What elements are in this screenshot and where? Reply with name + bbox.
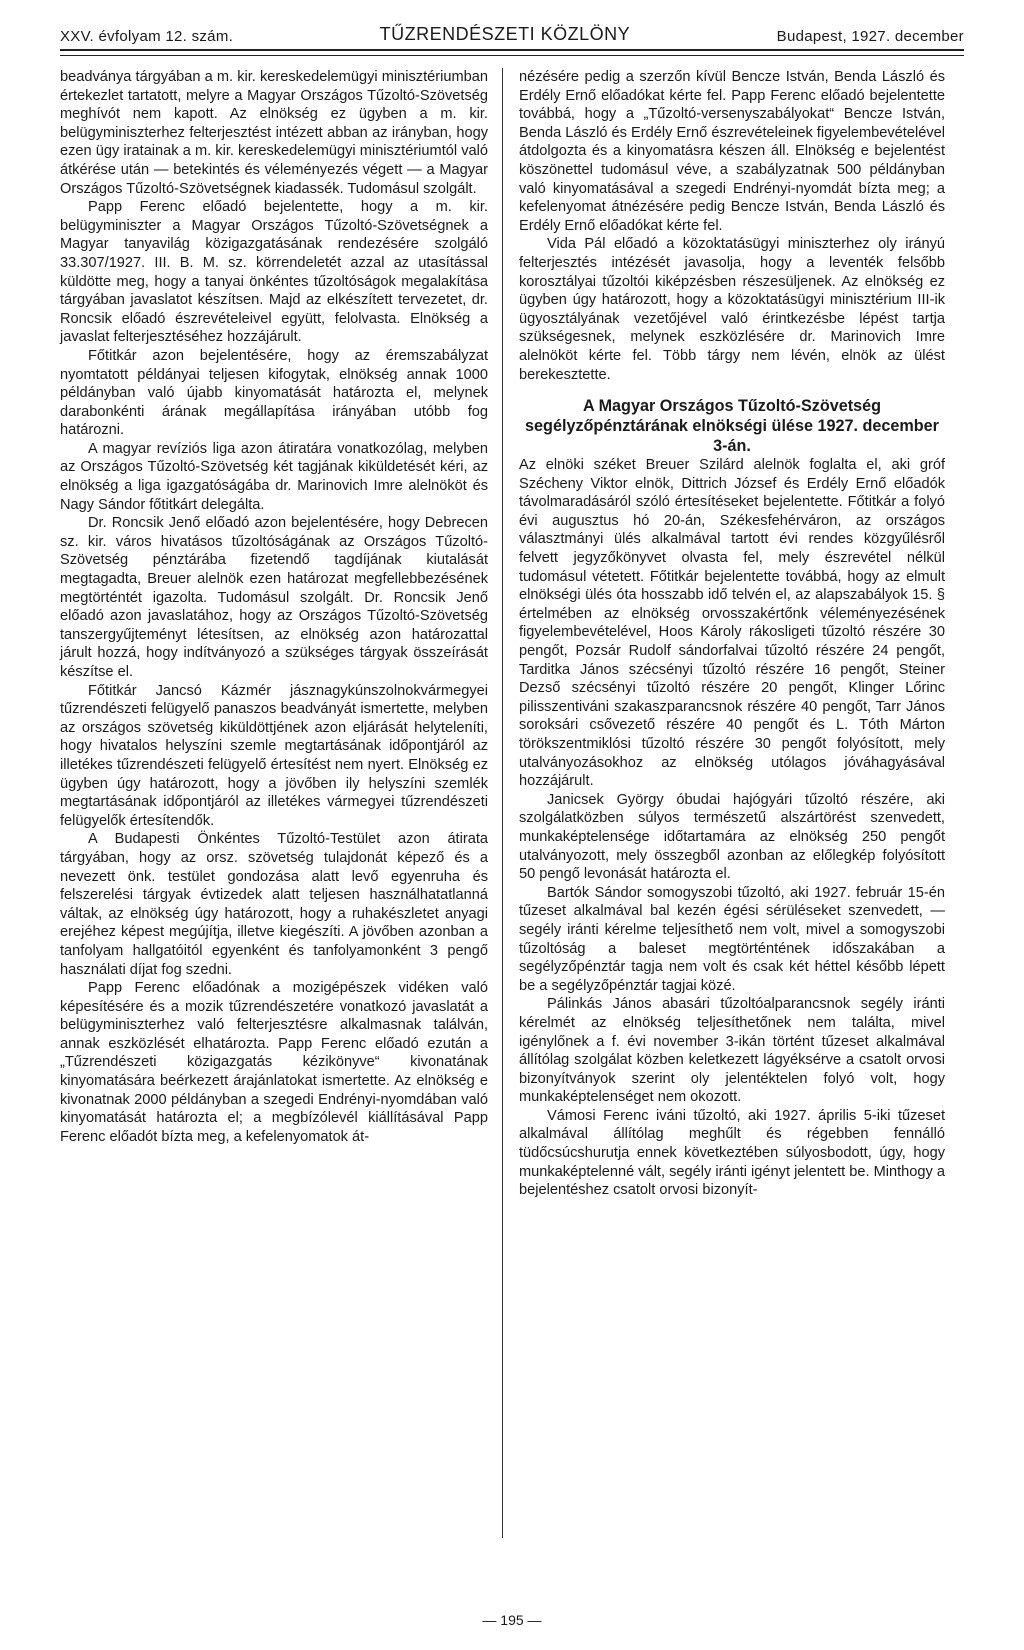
header-rule	[60, 55, 964, 56]
left-paragraph: Főtitkár azon bejelentésére, hogy az éremszabályzat nyomtatott példányai teljesen kifogytak, elnökség annak 1000 példányban való újabb kinyomatását határozta el, melynek darabonkénti árának megállapítása irányában utóbb fog határozni.	[60, 347, 488, 439]
left-column	[60, 68, 502, 1538]
place-date-label: Budapest, 1927. december	[776, 28, 964, 45]
text-columns	[60, 68, 964, 1538]
left-paragraph: Papp Ferenc előadó bejelentette, hogy a m. kir. belügyminiszter a Magyar Országos Tűzoltó-Szövetségnek a Magyar tanyavilág közigazgatásának rendezésére szolgáló 33.307/1927. III. B. M. sz. körrendeletét azzal az utasítással küldötte meg, hogy a tanyai önkéntes tűzoltóságok megalakítása tárgyában javaslatot készítsen. Majd az elkészített tervezetet, dr. Roncsik előadó észrevételeivel együtt, felolvasta. Elnökség a javaslat felterjesztéséhez hozzájárult.	[60, 199, 488, 346]
right-paragraph: Janicsek György óbudai hajógyári tűzoltó részére, aki szolgálatközben súlyos természetű alszártörést szenvedett, munkaképtelensége időtartamára az elnökség 250 pengőt utalványozott, mely összegből azonban az előlegkép folyósított 50 pengő levonását határozta el.	[519, 791, 945, 883]
right-paragraph: Vida Pál előadó a közoktatásügyi miniszterhez oly irányú felterjesztés intézését javasolja, hogy a leventék felsőbb korosztályai tűzoltói kiképzésben részesüljenek. Az elnökség ez ügyben úgy határozott, hogy a közoktatásügyi minisztérium III-ik ügyosztályának vezetőjével való érintkezésbe lépést tartja szükségesnek, melynek eszközlésére dr. Marinovich Imre alelnököt kérte fel. Több tárgy nem lévén, elnök az ülést berekesztette.	[519, 236, 945, 383]
left-paragraph: beadványa tárgyában a m. kir. kereskedelemügyi minisztériumban értekezlet tartatott, melyre a Magyar Országos Tűzoltó-Szövetség meghívót nem kapott. Az elnökség ez ügyben a m. kir. belügyminiszterhez felterjesztést intézett abban az irányban, hogy ezen ügy iratainak a m. kir. kereskedelemügyi minisztériumtól való átkérése után — betekintés és véleményezés végett — a Magyar Országos Tűzoltó-Szövetségnek kiadassék. Tudomásul szolgált.	[60, 69, 488, 197]
left-paragraph: Főtitkár Jancsó Kázmér jásznagykúnszolnokvármegyei tűzrendészeti felügyelő panaszos beadványát ismertette, melyben az országos szövetség kiküldöttjének azon eljárását helyteleníti, hogy hivatalos helyszíni szemle megtartásának időpontjáról az illetékes tűzrendészeti felügyelő értesítést nem nyert. Elnökség ez ügyben úgy határozott, hogy a jövőben ily helyszíni szemlék megtartásának időpontjáról az illetékes vármegyei tűzrendészeti felügyelők értesítendők.	[60, 682, 488, 829]
left-paragraph: Dr. Roncsik Jenő előadó azon bejelentésére, hogy Debrecen sz. kir. város hivatásos tűzoltóságának az Országos Tűzoltó-Szövetség pénztárába fizetendő tagdíjának kiutalását megtagadta, Breuer alelnök ezen határozat megfellebbezésének megtörténtét igazolta. Tudomásul szolgált. Dr. Roncsik Jenő előadó azon javaslatához, hogy az Országos Tűzoltó-Szövetség tanszergyűjteményt létesítsen, az elnökség azon határozattal járult hozzá, hogy indítványozó a szükséges tárgyak összeírását készítse el.	[60, 515, 488, 680]
right-paragraph: Vámosi Ferenc iváni tűzoltó, aki 1927. április 5-iki tűzeset alkalmával állítólag meghűlt és régebben fennálló tüdőcsúcshurutja ennek következtében súlyosbodott, úgy, hogy munkaképtelenné vált, segély iránti igényt jelentett be. Minthogy a bejelentéshez csatolt orvosi bizonyít-	[519, 1107, 945, 1199]
journal-title: TŰZRENDÉSZETI KÖZLÖNY	[379, 24, 631, 44]
section-heading: A Magyar Országos Tűzoltó-Szövetség segélyzőpénztárának elnökségi ülése 1927. december 3-án.	[525, 397, 939, 456]
right-paragraph: Pálinkás János abasári tűzoltóalparancsnok segély iránti kérelmét az elnökség teljesíthetőnek nem találta, mivel igénylőnek a f. évi november 3-ikán történt tűzeset alkalmával állítólag szolgálat közben keletkezett lágyéksérve a csatolt orvosi bizonyítványok szerint oly jelentéktelen folyó volt, hogy munkaképtelenséget nem okozott.	[519, 996, 945, 1106]
section-first-paragraph: Az elnöki széket Breuer Szilárd alelnök foglalta el, aki gróf Szécheny Viktor elnök, Dittrich József és Erdély Ernő előadók távolmaradásáról szóló értesítéseket bejelentette. Főtitkár a folyó évi augusztus hó 20-án, Székesfehérváron, az országos választmányi ülés alkalmával tartott évi rendes közgyűlésről felvett jegyzőkönyvet olvasta fel, mely észrevétel nélkül tudomásul vétetett. Főtitkár bejelentette továbbá, hogy az elmult elnökségi ülés óta hosszabb idő telvén el, az alapszabályok 15. § értelmében az elnökség orvosszakértőnk véleményezésének figyelembevételével, Hoos Károly rákosligeti tűzoltó részére 30 pengőt, Pozsár Rudolf sándorfalvai tűzoltó részére 24 pengőt, Tarditka János szécsényi tűzoltó részére 16 pengőt, Steiner Dezső szécsényi tűzoltó részére 20 pengőt, Klinger Lőrinc pilisszentiváni szakaszparancsnok részére 40 pengőt, Tarr János soroksári csővezető részére 40 pengőt és L. Tóth Márton törökszentmiklósi tűzoltó részére 30 pengőt folyósított, mely utalványozásokhoz az elnökség utólagos jóváhagyásával hozzájárult.	[519, 457, 945, 790]
left-paragraph: A Budapesti Önkéntes Tűzoltó-Testület azon átirata tárgyában, hogy az orsz. szövetség tulajdonát képező és a nevezett önk. testület gondozása alatt levő egyenruha és felszerelési tárgyak évtizedek alatt teljesen használhatatlanná váltak, az elnökség úgy határozott, hogy a ruhakészletet anyagi erejéhez képest megújítja, illetve kiegészíti. A jövőben azonban a tanfolyam hallgatóitól egyenként és tanfolyamonként 3 pengő használati díjat fog szedni.	[60, 831, 488, 978]
issue-label: XXV. évfolyam 12. szám.	[60, 28, 234, 45]
left-paragraph: Papp Ferenc előadónak a mozigépészek vidéken való képesítésére és a mozik tűzrendészetére vonatkozó javaslatát a belügyminiszterhez való felterjesztésre alkalmasnak találván, annak eszközlését elhatározta. Papp Ferenc előadó ezután a „Tűzrendészeti közigazgatás kézikönyve“ kivonatának kinyomatására beérkezett árajánlatokat ismertette. Az elnökség e kivonatnak 2000 példányban a szegedi Endrényi-nyomdában való kinyomatását határozta el; a megbízólevél kiállításával Papp Ferenc előadót bízta meg, a kefelenyomatok át-	[60, 980, 488, 1145]
left-paragraph: A magyar revíziós liga azon átiratára vonatkozólag, melyben az Országos Tűzoltó-Szövetség két tagjának kiküldetését kéri, az elnökség a liga igazgatóságába dr. Marinovich Imre alelnököt és Nagy Sándor főtitkárt delegálta.	[60, 440, 488, 513]
page-number: — 195 —	[482, 1612, 542, 1628]
right-paragraph: nézésére pedig a szerzőn kívül Bencze István, Benda László és Erdély Ernő előadókat kérte fel. Papp Ferenc előadó bejelentette továbbá, hogy a „Tűzoltó-versenyszabályokat“ Bencze István, Benda László és Erdély Ernő észrevételeinek figyelembevételével átdolgozta és a kinyomatásra készen áll. Elnökség e bejelentést köszönettel tudomásul véve, a szabályzatnak 500 példányban való kinyomatásával a szegedi Endrényi-nyomdát bízta meg; a kefelenyomat átnézésére pedig Bencze István, Benda László és Erdély Ernő előadókat kérte fel.	[519, 69, 945, 234]
page-header	[60, 24, 964, 51]
right-paragraph: Bartók Sándor somogyszobi tűzoltó, aki 1927. február 15-én tűzeset alkalmával bal kezén égési sérüléseket szenvedett, — segély iránti kérelme teljesíthető nem volt, mivel a somogyszobi tűzoltóság a baleset megtörténtének időszakában a segélyzőpénztár tagja nem volt és csak két héttel később lépett be a segélyzőpénztár tagjai közé.	[519, 884, 945, 994]
right-column	[503, 68, 945, 1538]
